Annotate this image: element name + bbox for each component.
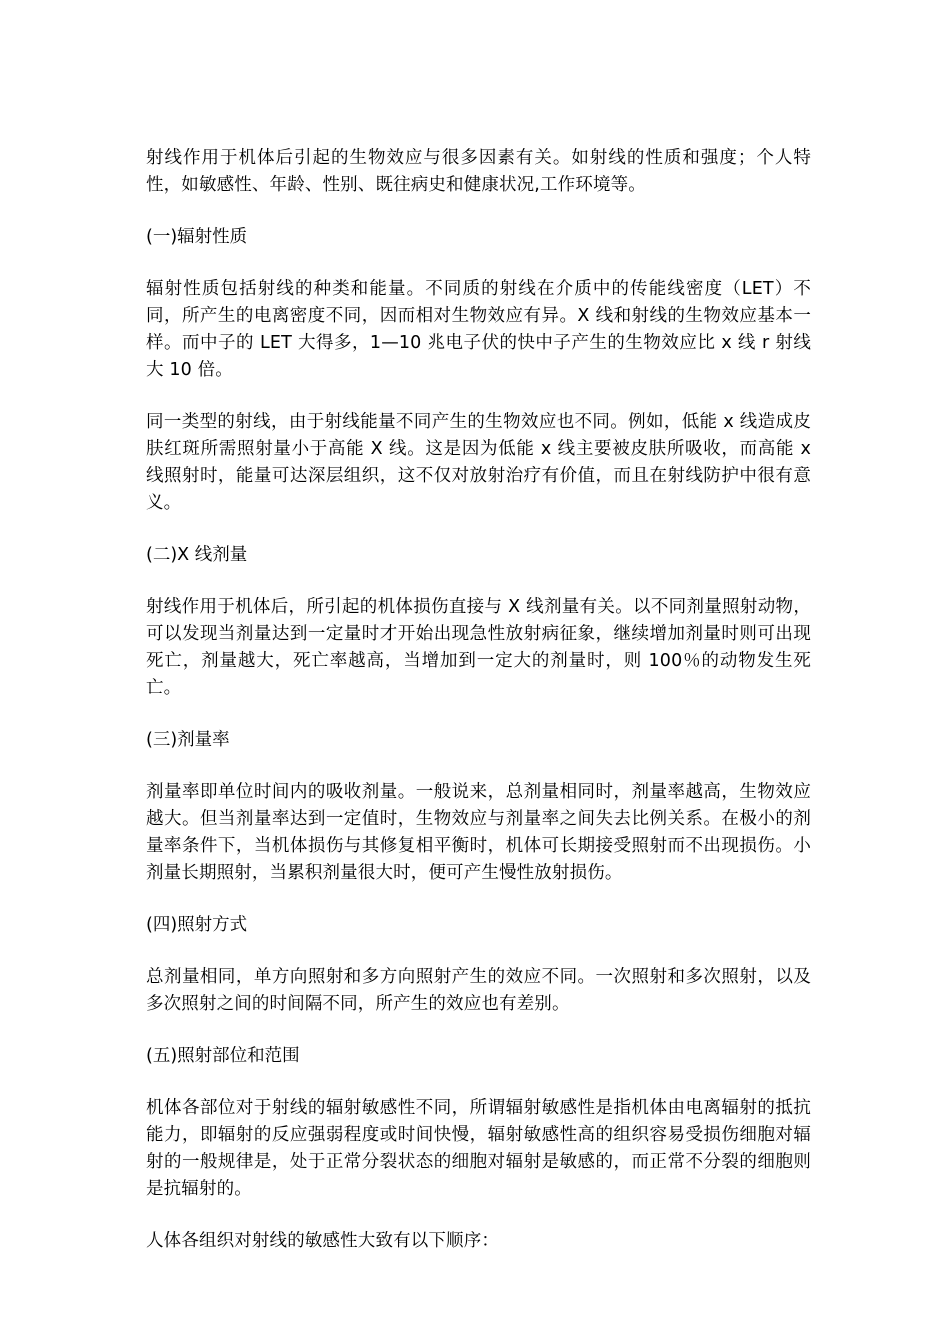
section-heading-radiation-nature: (一)辐射性质 (146, 227, 248, 247)
paragraph-xray-dose: 射线作用于机体后，所引起的机体损伤直接与 X 线剂量有关。以不同剂量照射动物，可以发现当剂量达到一定量时才开始出现急性放射病征象，继续增加剂量时则可出现死亡，剂量越大，死亡率越高，当增加到一定大的剂量时，则 100％的动物发生死亡。 (146, 597, 811, 698)
document-body (146, 145, 811, 1280)
section-heading-dose-rate: (三)剂量率 (146, 730, 230, 750)
paragraph-irradiation-site-2: 人体各组织对射线的敏感性大致有以下顺序： (146, 1231, 499, 1251)
section-heading-xray-dose: (二)X 线剂量 (146, 545, 248, 565)
section-heading-irradiation-mode: (四)照射方式 (146, 915, 248, 935)
paragraph-radiation-nature-1: 辐射性质包括射线的种类和能量。不同质的射线在介质中的传能线密度（LET）不同，所产生的电离密度不同，因而相对生物效应有异。X 线和射线的生物效应基本一样。而中子的 LET 大得多，1—10 兆电子伏的快中子产生的生物效应比 x 线 r 射线大 10 倍。 (146, 279, 811, 380)
section-heading-irradiation-site: (五)照射部位和范围 (146, 1046, 300, 1066)
intro-paragraph: 射线作用于机体后引起的生物效应与很多因素有关。如射线的性质和强度；个人特性，如敏感性、年龄、性别、既往病史和健康状况,工作环境等。 (146, 148, 811, 195)
paragraph-irradiation-mode: 总剂量相同，单方向照射和多方向照射产生的效应不同。一次照射和多次照射，以及多次照射之间的时间隔不同，所产生的效应也有差别。 (146, 967, 811, 1014)
paragraph-dose-rate: 剂量率即单位时间内的吸收剂量。一般说来，总剂量相同时，剂量率越高，生物效应越大。但当剂量率达到一定值时，生物效应与剂量率之间失去比例关系。在极小的剂量率条件下，当机体损伤与其修复相平衡时，机体可长期接受照射而不出现损伤。小剂量长期照射，当累积剂量很大时，便可产生慢性放射损伤。 (146, 782, 811, 883)
paragraph-radiation-nature-2: 同一类型的射线，由于射线能量不同产生的生物效应也不同。例如，低能 x 线造成皮肤红斑所需照射量小于高能 X 线。这是因为低能 x 线主要被皮肤所吸收，而高能 x 线照射时，能量可达深层组织，这不仅对放射治疗有价值，而且在射线防护中很有意义。 (146, 412, 811, 513)
paragraph-irradiation-site-1: 机体各部位对于射线的辐射敏感性不同，所谓辐射敏感性是指机体由电离辐射的抵抗能力，即辐射的反应强弱程度或时间快慢，辐射敏感性高的组织容易受损伤细胞对辐射的一般规律是，处于正常分裂状态的细胞对辐射是敏感的，而正常不分裂的细胞则是抗辐射的。 (146, 1098, 811, 1199)
